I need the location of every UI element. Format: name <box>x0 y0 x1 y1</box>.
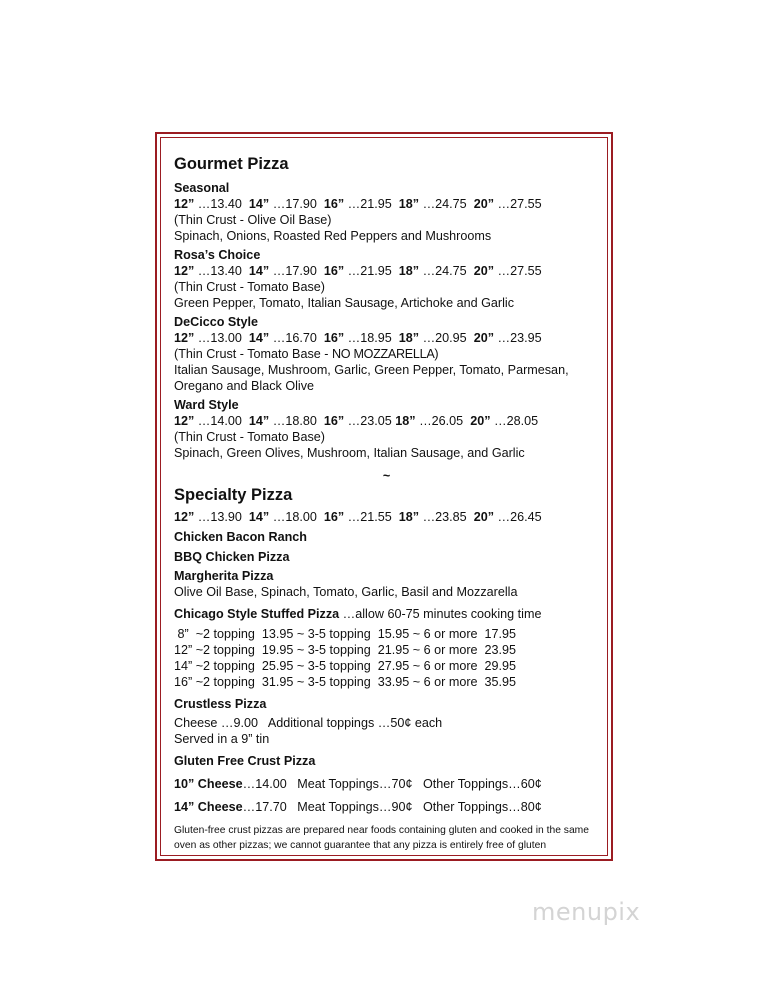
gluten-disclaimer: Gluten-free crust pizzas are prepared near foods containing gluten and cooked in the same oven as other pizzas; we cannot guarantee that any pizza is entirely free of gluten <box>174 825 589 851</box>
menupix-watermark: menupix <box>532 898 641 926</box>
crust-type: (Thin Crust - Tomato Base) <box>174 280 325 294</box>
crustless-price: Cheese …9.00 Additional toppings …50¢ each <box>174 716 443 730</box>
menu-item-gluten-free <box>174 753 599 853</box>
item-chicken-bacon-ranch: Chicken Bacon Ranch <box>174 530 307 544</box>
toppings: Green Pepper, Tomato, Italian Sausage, Artichoke and Garlic <box>174 296 514 310</box>
crustless-note: Served in a 9” tin <box>174 732 270 746</box>
item-name: Rosa’s Choice <box>174 248 261 262</box>
item-name: Gluten Free Crust Pizza <box>174 754 316 768</box>
crust-type: (Thin Crust - Tomato Base) <box>174 430 325 444</box>
item-name: Margherita Pizza <box>174 569 274 583</box>
menu-item-seasonal <box>174 180 599 244</box>
menu-item-chicago-stuffed <box>174 606 599 690</box>
gourmet-title: Gourmet Pizza <box>174 155 289 173</box>
menu-content <box>174 154 599 853</box>
crust-type: (Thin Crust - Olive Oil Base) <box>174 213 332 227</box>
toppings: Spinach, Green Olives, Mushroom, Italian Sausage, and Garlic <box>174 446 525 460</box>
menu-item-rosas-choice <box>174 247 599 311</box>
item-name: Ward Style <box>174 398 239 412</box>
item-bbq-chicken: BBQ Chicken Pizza <box>174 550 290 564</box>
specialty-size-prices: 12” …13.90 14” …18.00 16” …21.55 18” …23.85 20” …26.45 <box>174 510 542 524</box>
menu-item-margherita <box>174 568 599 600</box>
size-prices: 12” …13.40 14” …17.90 16” …21.95 18” …24.75 20” …27.55 <box>174 264 542 278</box>
item-name: Crustless Pizza <box>174 697 267 711</box>
section-divider: ~ <box>382 469 391 483</box>
toppings: Spinach, Onions, Roasted Red Peppers and Mushrooms <box>174 229 492 243</box>
chicago-price-row: 14” ~2 topping 25.95 ~ 3-5 topping 27.95 ~ 6 or more 29.95 <box>174 659 517 673</box>
menu-item-ward-style <box>174 397 599 461</box>
gluten-free-14-row: 14” Cheese…17.70 Meat Toppings…90¢ Other Toppings…80¢ <box>174 800 542 814</box>
item-name: Seasonal <box>174 181 230 195</box>
size-prices: 12” …13.00 14” …16.70 16” …18.95 18” …20.95 20” …23.95 <box>174 331 542 345</box>
chicago-price-row: 12” ~2 topping 19.95 ~ 3-5 topping 21.95 ~ 6 or more 23.95 <box>174 643 517 657</box>
crust-type: (Thin Crust - Tomato Base - NO MOZZARELLA) <box>174 347 439 361</box>
menu-item-decicco-style <box>174 314 599 394</box>
chicago-heading: Chicago Style Stuffed Pizza …allow 60-75 minutes cooking time <box>174 607 542 621</box>
menu-item-crustless <box>174 696 599 747</box>
item-name: DeCicco Style <box>174 315 258 329</box>
chicago-price-row: 8” ~2 topping 13.95 ~ 3-5 topping 15.95 ~ 6 or more 17.95 <box>174 627 517 641</box>
gluten-free-10-row: 10” Cheese…14.00 Meat Toppings…70¢ Other Toppings…60¢ <box>174 777 542 791</box>
size-prices: 12” …13.40 14” …17.90 16” …21.95 18” …24.75 20” …27.55 <box>174 197 542 211</box>
size-prices: 12” …14.00 14” …18.80 16” …23.05 18” …26.05 20” …28.05 <box>174 414 539 428</box>
specialty-title: Specialty Pizza <box>174 486 293 504</box>
toppings: Italian Sausage, Mushroom, Garlic, Green Pepper, Tomato, Parmesan, Oregano and Black Olive <box>174 363 569 393</box>
chicago-price-row: 16” ~2 topping 31.95 ~ 3-5 topping 33.95 ~ 6 or more 35.95 <box>174 675 517 689</box>
item-description: Olive Oil Base, Spinach, Tomato, Garlic, Basil and Mozzarella <box>174 585 518 599</box>
